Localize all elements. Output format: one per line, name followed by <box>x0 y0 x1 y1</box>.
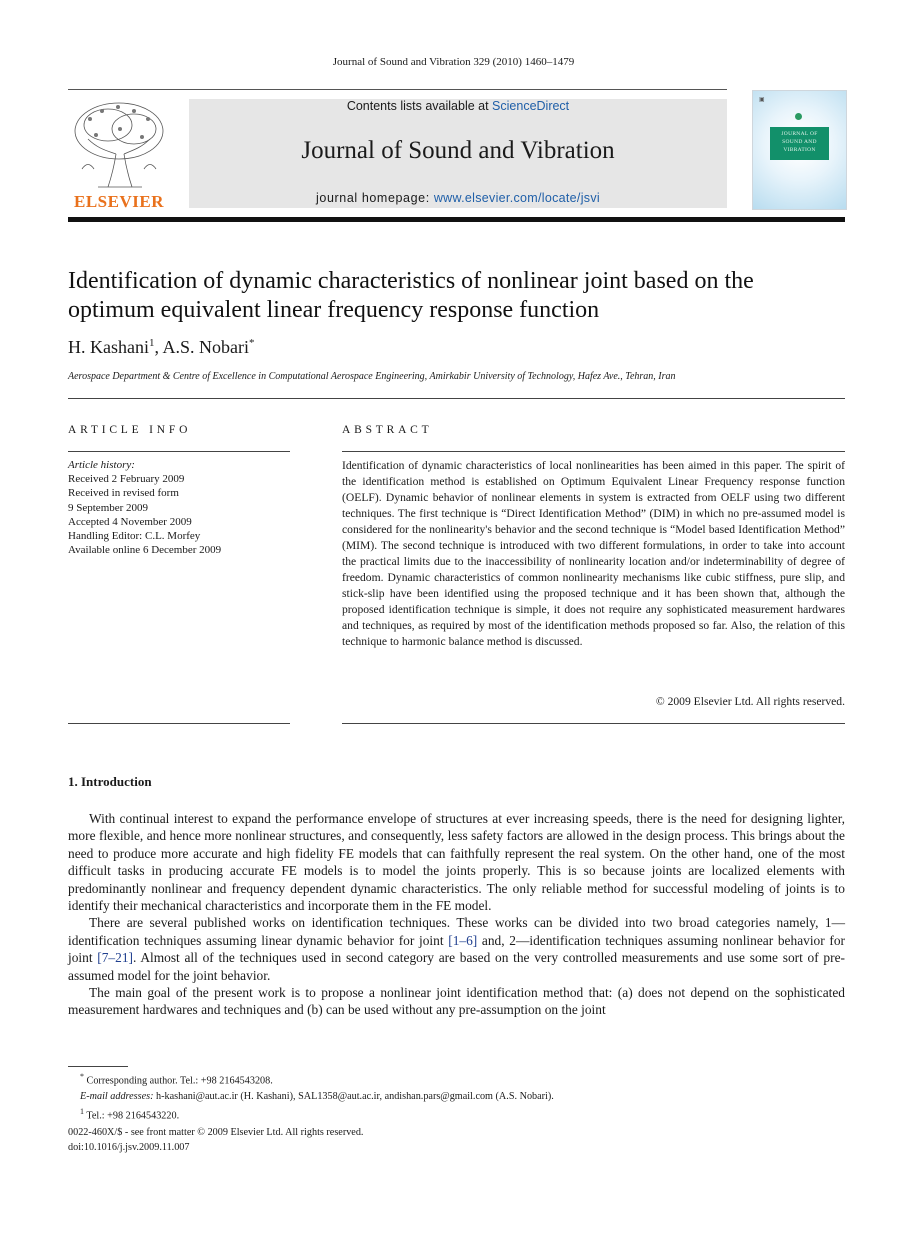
cover-title-block <box>770 127 829 160</box>
email-label: E-mail addresses: <box>80 1090 154 1102</box>
history-item: Available online 6 December 2009 <box>68 544 222 557</box>
paragraph <box>68 914 845 984</box>
section-heading-introduction: 1. Introduction <box>68 774 152 789</box>
paragraph-text: . Almost all of the techniques used in second category are based on the very controlled measurements and use some sort of pre-assumed model for the joint behavior. <box>68 950 845 983</box>
history-item: Handling Editor: C.L. Morfey <box>68 530 201 543</box>
author-name: H. Kashani <box>68 337 149 357</box>
history-item: Accepted 4 November 2009 <box>68 515 192 528</box>
abstract-bottom-rule <box>342 723 845 724</box>
footnote-rule <box>68 1066 128 1067</box>
elsevier-wordmark: ELSEVIER <box>74 192 164 211</box>
abstract-copyright: © 2009 Elsevier Ltd. All rights reserved. <box>655 695 845 708</box>
sciencedirect-link[interactable]: ScienceDirect <box>492 99 570 113</box>
issn-line: 0022-460X/$ - see front matter © 2009 Elsevier Ltd. All rights reserved. <box>68 1127 364 1138</box>
abstract-top-rule <box>342 451 845 452</box>
affiliation: Aerospace Department & Centre of Excellence in Computational Aerospace Engineering, Amirkabir University of Technology, Hafez Ave., Tehran, Iran <box>68 371 676 382</box>
cover-line: JOURNAL OF <box>781 131 818 137</box>
corresponding-author-marker[interactable]: * <box>249 337 255 349</box>
abstract-heading: ABSTRACT <box>342 424 433 436</box>
introduction-body <box>68 810 845 1019</box>
author-list <box>68 337 255 358</box>
contents-prefix: Contents lists available at <box>346 99 493 113</box>
contents-line <box>189 99 727 113</box>
journal-cover-thumbnail <box>752 90 847 210</box>
history-label: Article history: <box>68 459 135 471</box>
footnote-corresponding <box>68 1069 845 1089</box>
abstract-text: Identification of dynamic characteristics of local nonlinearities has been aimed in this paper. The spirit of the identification method is established on Optimum Equivalent Linear Frequency response function (OELF). Dynamic behavior of nonlinear elements in system is extracted from OELF using two different techniques. The first technique is “Direct Identification Method” (DIM) in which no pre-assumed model is considered for the nonlinearity's behavior and the second technique is “Model based Identification Method” (MIM). The second technique is introduced with two different formulations, in order to take into account the practical limits due to the inaccessibility of nonlinearity location and/or indeterminability of degree of freedom. Dynamic characteristics of common nonlinearity mechanisms like cubic stiffness, pure slip, and stick-slip have been identified using the proposed technique and it has been shown that, although the proposed identification technique is simple, it does not require any sophisticated measurement hardwares and techniques, as required by most of the identification methods proposed so far. Also, the relation of this technique to harmonic balance method is discussed. <box>342 459 845 648</box>
footnote-text: Tel.: +98 2164543220. <box>86 1110 180 1122</box>
citation-link[interactable]: [7–21] <box>97 950 133 966</box>
citation-link[interactable]: [1–6] <box>448 932 478 948</box>
article-info-heading: ARTICLE INFO <box>68 424 192 436</box>
footnotes <box>68 1069 845 1123</box>
history-item: Received in revised form <box>68 487 179 500</box>
history-item: Received 2 February 2009 <box>68 473 185 486</box>
author-separator: , <box>154 337 163 357</box>
homepage-link[interactable]: www.elsevier.com/locate/jsvi <box>433 191 600 205</box>
author-footnote-marker[interactable]: 1 <box>148 337 155 349</box>
paragraph: The main goal of the present work is to propose a nonlinear joint identification method that: (a) does not depend on the sophisticated measurement hardwares and techniques and (b) can be used without any pre-assumption on the joint <box>68 985 845 1018</box>
homepage-line <box>189 191 727 205</box>
paragraph: With continual interest to expand the performance envelope of structures at ever increasing speeds, there is the need for designing lighter, more flexible, and hence more nonlinear structures, and consequently, less safety factors are allowed in the design process. This brings about the need to produce more accurate and high fidelity FE models that can faithfully represent the real system. On the other hand, one of the most difficult tasks in producing accurate FE models is to model the joints properly. This is so because joints are localized elements with predominantly nonlinear and frequency dependent dynamic characteristics. The only reliable method for successful modeling of joints is to identify their mechanical characteristics and incorporate them in the FE model. <box>68 811 845 914</box>
footnote-marker: * <box>80 1072 84 1081</box>
affiliation-rule <box>68 398 845 399</box>
article-title: Identification of dynamic characteristics of nonlinear joint based on the optimum equivalent linear frequency response function <box>68 268 754 323</box>
journal-reference: Journal of Sound and Vibration 329 (2010) 1460–1479 <box>332 56 575 68</box>
footnote-1 <box>68 1104 845 1124</box>
paragraph-text: and, 2—identification techniques assuming nonlinear behavior for joint <box>68 932 845 966</box>
journal-name: Journal of Sound and Vibration <box>301 137 615 164</box>
homepage-prefix: journal homepage: <box>316 191 434 205</box>
cover-publisher-mark-icon: ▣ <box>759 97 765 103</box>
doi-line: doi:10.1016/j.jsv.2009.11.007 <box>68 1141 190 1153</box>
history-item: 9 September 2009 <box>68 501 149 514</box>
article-info-bottom-rule <box>68 723 290 724</box>
footnote-email <box>68 1089 845 1104</box>
author-name: A.S. Nobari <box>162 337 249 357</box>
cover-title-text <box>770 130 829 154</box>
cover-emblem-icon <box>795 113 802 120</box>
footnote-text: Corresponding author. Tel.: +98 2164543208. <box>86 1075 273 1087</box>
footnote-marker: 1 <box>80 1106 84 1116</box>
header-rule <box>68 217 845 222</box>
cover-line: SOUND AND <box>782 139 817 145</box>
article-history <box>68 458 290 557</box>
email-addresses: h-kashani@aut.ac.ir (H. Kashani), SAL1358@aut.ac.ir, andishan.pars@gmail.com (A.S. Nobari). <box>153 1090 554 1102</box>
cover-line: VIBRATION <box>783 147 816 153</box>
paragraph-text: There are several published works on identification techniques. These works can be divided into two broad categories namely, 1—identification techniques assuming linear dynamic behavior for joint <box>68 915 845 948</box>
front-matter <box>68 1126 363 1155</box>
banner-top-rule <box>68 89 727 90</box>
article-info-top-rule <box>68 451 290 452</box>
